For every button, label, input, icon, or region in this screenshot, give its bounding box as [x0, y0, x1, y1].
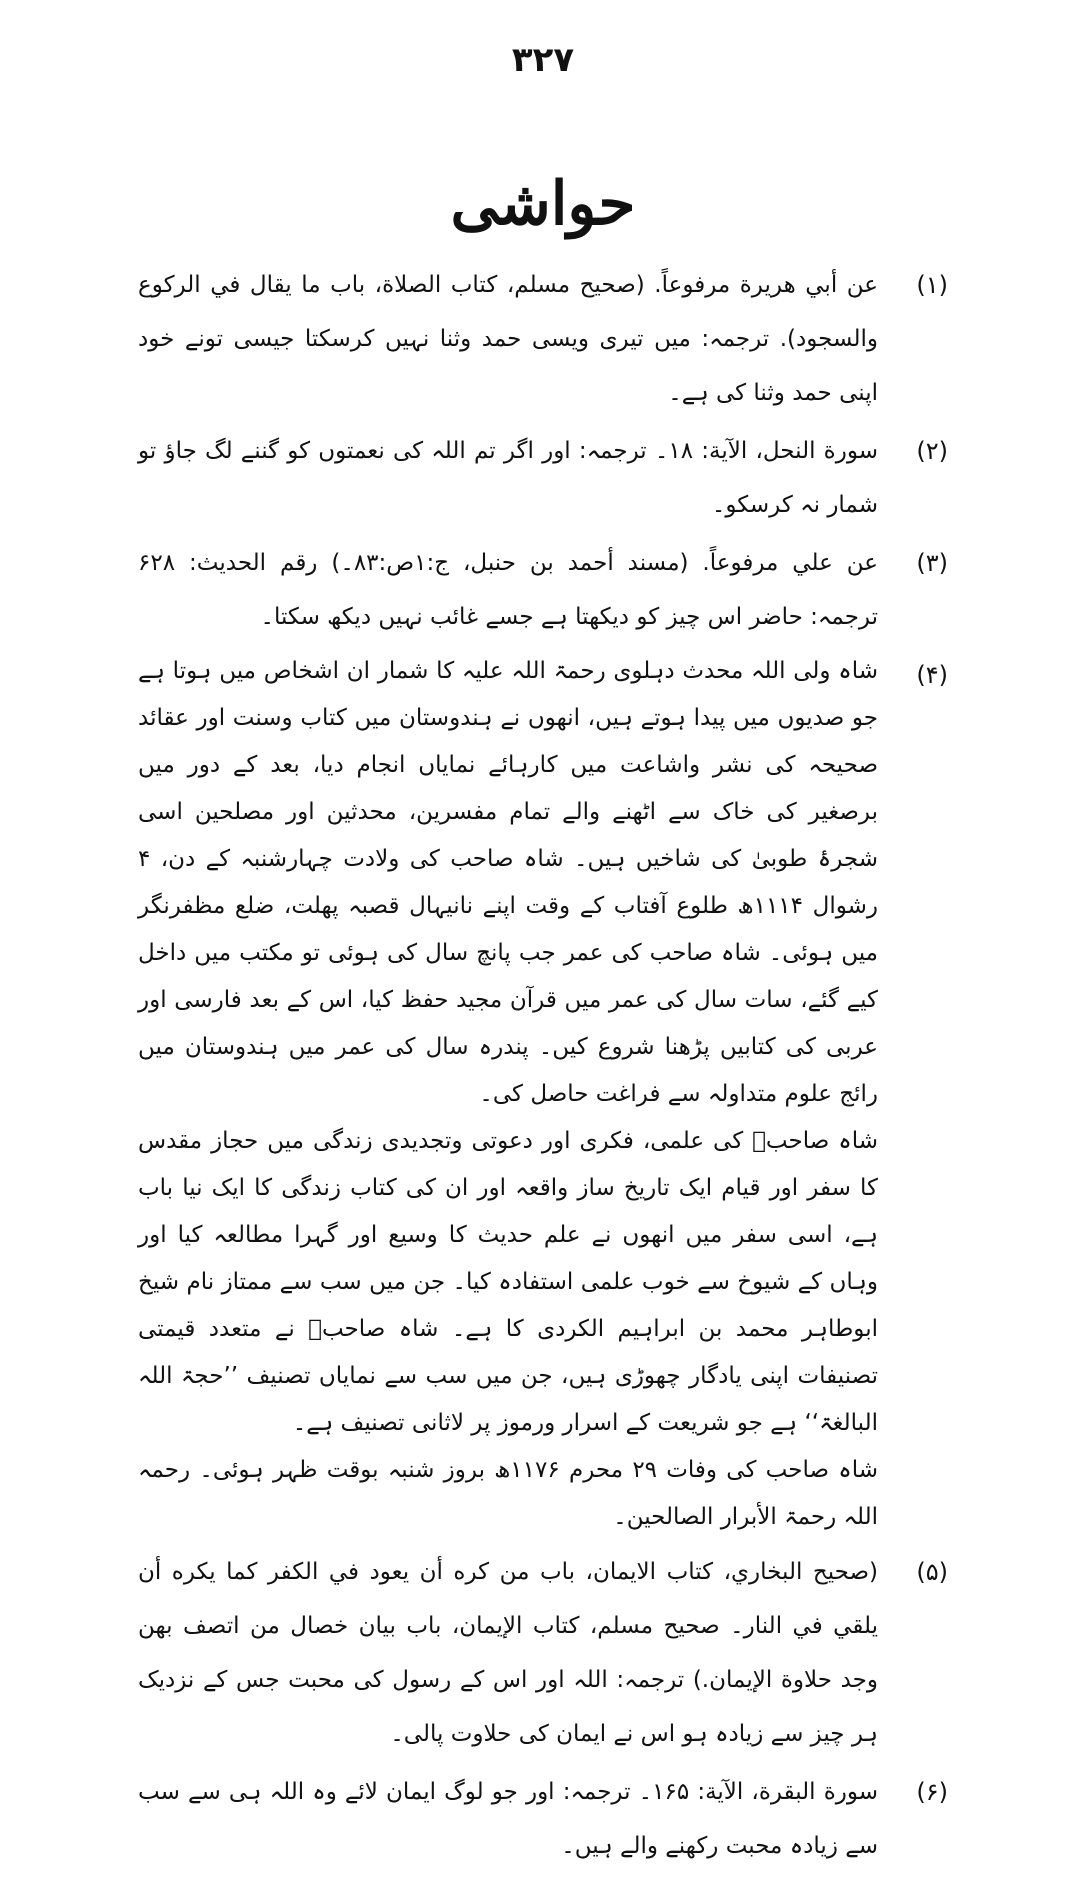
page-title: حواشی: [450, 169, 636, 239]
footnote-6: [138, 1765, 948, 1873]
footnote-text: شاہ ولی اللہ محدث دہلوی رحمۃ اللہ علیہ کا شمار ان اشخاص میں ہوتا ہے جو صدیوں میں پیدا ہوتے ہیں، انھوں نے ہندوستان میں کتاب وسنت اور عقائد صحیحہ کی نشر واشاعت میں کارہائے نمایاں انجام دیا، بعد کے دور میں برصغیر کی خاک سے اٹھنے والے تمام مفسرین، محدثین اور مصلحین اسی شجرۂ طوبیٰ کی شاخیں ہیں۔ شاہ صاحب کی ولادت چہارشنبہ کے دن، ۴ رشوال ۱۱۱۴ھ طلوع آفتاب کے وقت اپنے نانیہال قصبہ پھلت، ضلع مظفرنگر میں ہوئی۔ شاہ صاحب کی عمر جب پانچ سال کی ہوئی تو مکتب میں داخل کیے گئے، سات سال کی عمر میں قرآن مجید حفظ کیا، اس کے بعد فارسی اور عربی کی کتابیں پڑھنا شروع کیں۔ پندرہ سال کی عمر میں ہندوستان میں رائج علوم متداولہ سے فراغت حاصل کی۔: [138, 658, 878, 1107]
footnote-text: عن علي مرفوعاً. (مسند أحمد بن حنبل، ج:۱ص:۸۳۔) رقم الحدیث: ۶۲۸ ترجمہ: حاضر اس چیز کو دیکھتا ہے جسے غائب نہیں دیکھ سکتا۔: [138, 550, 878, 630]
footnote-number: (۲): [916, 437, 948, 465]
footnote-4: [138, 648, 948, 1541]
footnote-text: (صحيح البخاري، كتاب الايمان، باب من كره أن يعود في الكفر كما يكره أن يلقي في النار۔ صحيح مسلم، كتاب الإيمان، باب بيان خصال من اتصف بهن وجد حلاوة الإيمان.) ترجمہ: اللہ اور اس کے رسول کی محبت جس کے نزدیک ہر چیز سے زیادہ ہو اس نے ایمان کی حلاوت پالی۔: [138, 1559, 878, 1747]
page-number: ۳۲۷: [511, 40, 575, 80]
footnote-text: سورة النحل، الآية: ۱۸۔ ترجمہ: اور اگر تم اللہ کی نعمتوں کو گننے لگ جاؤ تو شمار نہ کرسکو۔: [138, 438, 878, 518]
footnote-number: (۳): [916, 549, 948, 577]
footnote-text: شاہ صاحب کی وفات ۲۹ محرم ۱۱۷۶ھ بروز شنبہ بوقت ظہر ہوئی۔ رحمہ اللہ رحمۃ الأبرار الصالحین۔: [138, 1457, 878, 1530]
footnote-2: [138, 424, 948, 532]
footnote-text: سورة البقرة، الآية: ۱۶۵۔ ترجمہ: اور جو لوگ ایمان لائے وہ اللہ ہی سے سب سے زیادہ محبت رکھنے والے ہیں۔: [138, 1779, 879, 1859]
footnote-number: (۶): [916, 1778, 948, 1806]
footnotes-list: [138, 258, 948, 1877]
footnote-text: شاہ صاحبؒ کی علمی، فکری اور دعوتی وتجدیدی زندگی میں حجاز مقدس کا سفر اور قیام ایک تاریخ ساز واقعہ اور ان کی کتاب زندگی کا ایک نیا باب ہے، اسی سفر میں انھوں نے علم حدیث کا وسیع اور گہرا مطالعہ کیا اور وہاں کے شیوخ سے خوب علمی استفادہ کیا۔ جن میں سب سے ممتاز نام شیخ ابوطاہر محمد بن ابراہیم الکردی کا ہے۔ شاہ صاحبؒ نے متعدد قیمتی تصنیفات اپنی یادگار چھوڑی ہیں، جن میں سب سے نمایاں تصنیف ’’حجۃ اللہ البالغۃ‘‘ ہے جو شریعت کے اسرار ورموز پر لاثانی تصنیف ہے۔: [138, 1128, 878, 1436]
footnote-3: [138, 536, 948, 644]
footnote-number: (۵): [916, 1558, 948, 1586]
footnote-1: [138, 258, 948, 420]
footnote-number: (۱): [916, 271, 948, 299]
footnote-number: (۴): [916, 661, 948, 689]
footnote-5: [138, 1545, 948, 1761]
footnote-text: عن أبي هريرة مرفوعاً. (صحيح مسلم، كتاب الصلاة، باب ما يقال في الركوع والسجود). ترجمہ: میں تیری ویسی حمد وثنا نہیں کرسکتا جیسی تونے خود اپنی حمد وثنا کی ہے۔: [138, 272, 878, 406]
